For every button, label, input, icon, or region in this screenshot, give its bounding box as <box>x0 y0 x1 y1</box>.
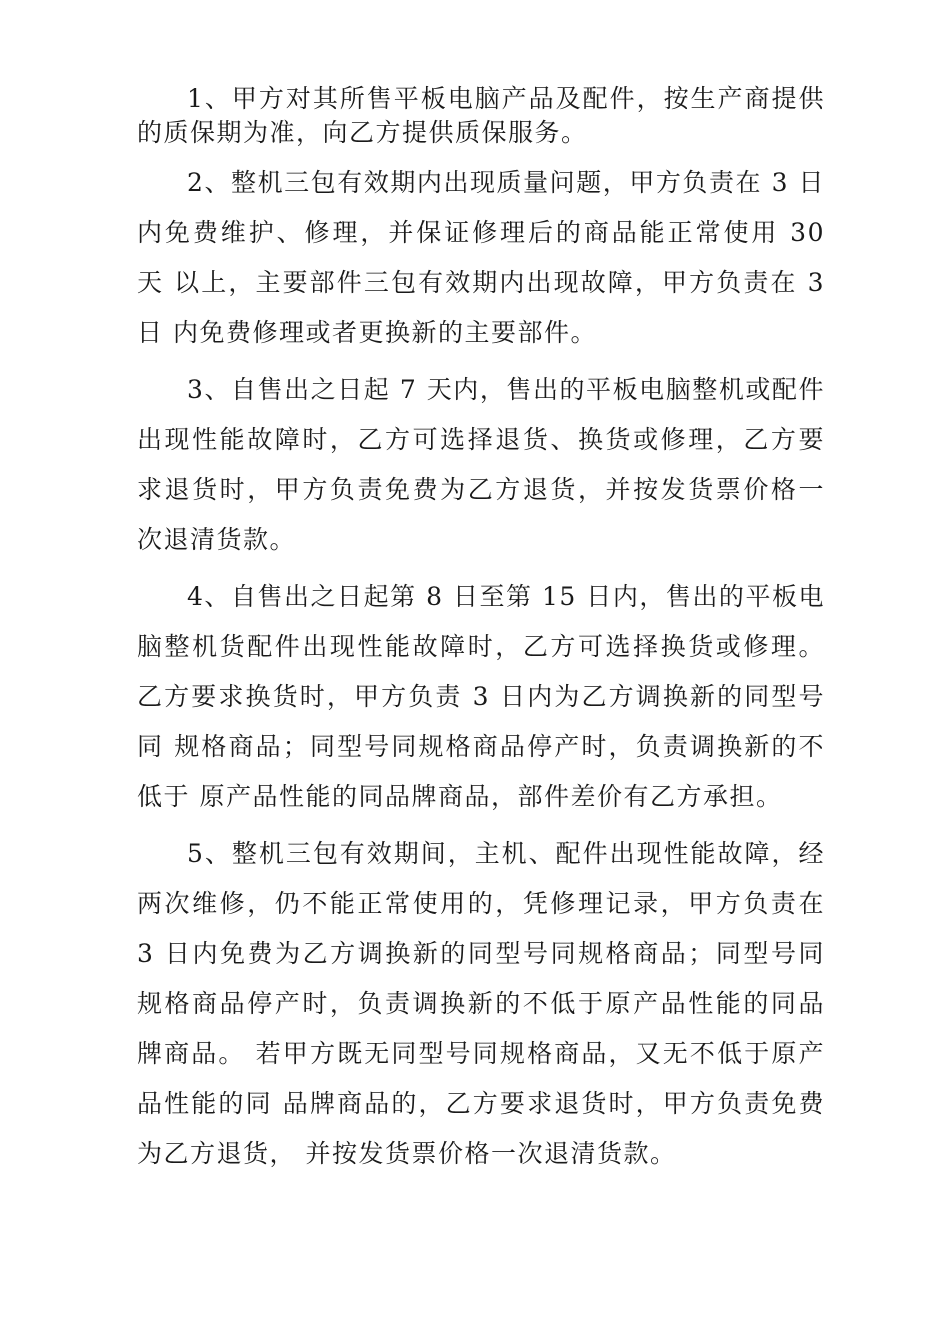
paragraph-clause-3: 3、自售出之日起 7 天内，售出的平板电脑整机或配件出现性能故障时，乙方可选择退货、换货或修理，乙方要求退货时，甲方负责免费为乙方退货，并按发货票价格一次退清货款。 <box>137 375 825 554</box>
document-body <box>137 82 835 1186</box>
paragraph-clause-2: 2、整机三包有效期内出现质量问题，甲方负责在 3 日内免费维护、修理，并保证修理后的商品能正常使用 30 天 以上，主要部件三包有效期内出现故障，甲方负责在 3 日 内免费修理或者更换新的主要部件。 <box>137 168 835 347</box>
paragraph-clause-4: 4、自售出之日起第 8 日至第 15 日内，售出的平板电脑整机货配件出现性能故障时，乙方可选择换货或修理。乙方要求换货时，甲方负责 3 日内为乙方调换新的同型号同 规格商品；同型号同规格商品停产时，负责调换新的不低于 原产品性能的同品牌商品，部件差价有乙方承担。 <box>137 582 825 811</box>
paragraph-clause-1: 1、甲方对其所售平板电脑产品及配件，按生产商提供的质保期为准，向乙方提供质保服务。 <box>137 84 825 147</box>
paragraph-clause-5: 5、整机三包有效期间，主机、配件出现性能故障，经两次维修，仍不能正常使用的，凭修理记录，甲方负责在 3 日内免费为乙方调换新的同型号同规格商品；同型号同规格商品停产时，负责调换新的不低于原产品性能的同品牌商品。 若甲方既无同型号同规格商品，又无不低于原产品性能的同 品牌商品的，乙方要求退货时，甲方负责免费为乙方退货， 并按发货票价格一次退清货款。 <box>137 839 835 1168</box>
